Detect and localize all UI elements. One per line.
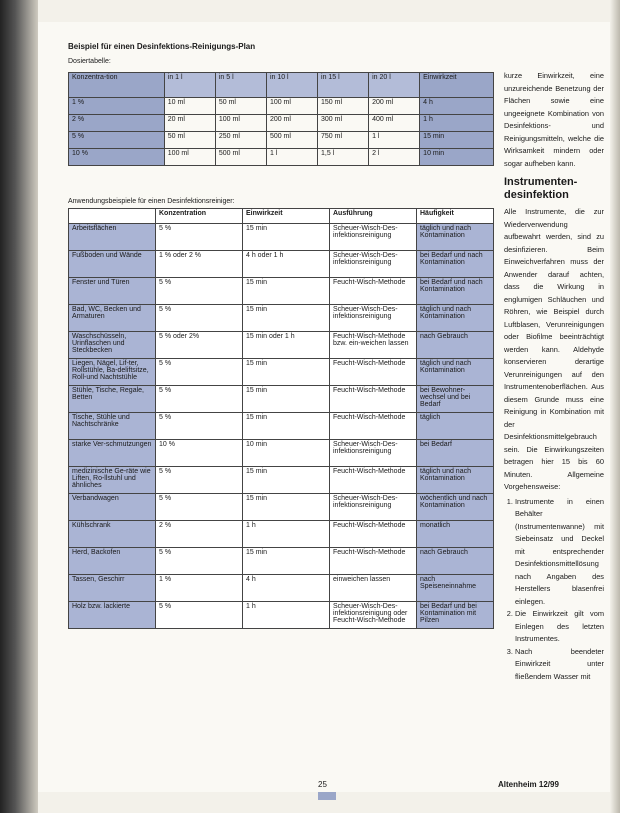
usage-cell: 1 h xyxy=(243,521,330,548)
usage-cell: Scheuer-Wisch-Des-infektionsreinigung xyxy=(330,440,417,467)
step-item: 3. Nach beendeter Einwirkzeit unter fließendem Wasser mit xyxy=(515,646,604,684)
usage-row xyxy=(69,413,494,440)
dosage-header-cell: Konzentra-tion xyxy=(69,73,165,98)
usage-cell: Bad, WC, Becken und Armaturen xyxy=(69,305,156,332)
usage-row xyxy=(69,386,494,413)
usage-cell: Feucht-Wisch-Methode xyxy=(330,359,417,386)
dosage-header-cell: Einwirkzeit xyxy=(420,73,494,98)
usage-row xyxy=(69,494,494,521)
dosage-header-cell: in 20 l xyxy=(369,73,420,98)
usage-row xyxy=(69,440,494,467)
usage-cell: 15 min xyxy=(243,467,330,494)
dosage-cell: 1 h xyxy=(420,115,494,132)
usage-cell: 5 % xyxy=(156,494,243,521)
usage-cell: Herd, Backofen xyxy=(69,548,156,575)
page-title: Beispiel für einen Desinfektions-Reinigungs-Plan xyxy=(68,42,256,51)
usage-cell: 5 % xyxy=(156,467,243,494)
dosage-cell: 200 ml xyxy=(266,115,317,132)
dosage-cell: 1 l xyxy=(369,132,420,149)
dosage-table xyxy=(68,72,494,166)
page-edge-shadow xyxy=(610,0,620,813)
usage-cell: 5 % xyxy=(156,602,243,629)
usage-cell: Waschschüsseln, Urinflaschen und Steckbecken xyxy=(69,332,156,359)
usage-cell: starke Ver-schmutzungen xyxy=(69,440,156,467)
usage-cell: 5 % xyxy=(156,305,243,332)
dosage-cell: 500 ml xyxy=(215,149,266,166)
dosage-cell: 10 % xyxy=(69,149,165,166)
usage-cell: täglich und nach Kontamination xyxy=(417,359,494,386)
usage-cell: bei Bedarf und nach Kontamination xyxy=(417,278,494,305)
usage-table-body xyxy=(69,224,494,629)
usage-cell: 5 % xyxy=(156,548,243,575)
usage-cell: Scheuer-Wisch-Des-infektionsreinigung xyxy=(330,494,417,521)
usage-cell: 1 % oder 2 % xyxy=(156,251,243,278)
usage-cell: 2 % xyxy=(156,521,243,548)
usage-cell: bei Bedarf und bei Kontamination mit Pilzen xyxy=(417,602,494,629)
page-number: 25 xyxy=(318,780,327,789)
usage-cell: 4 h xyxy=(243,575,330,602)
dosage-header-cell: in 5 l xyxy=(215,73,266,98)
usage-header-cell: Häufigkeit xyxy=(417,209,494,224)
dosage-cell: 2 l xyxy=(369,149,420,166)
usage-cell: bei Bedarf und nach Kontamination xyxy=(417,251,494,278)
usage-cell: Feucht-Wisch-Methode xyxy=(330,548,417,575)
usage-header-cell xyxy=(69,209,156,224)
usage-row xyxy=(69,278,494,305)
dosage-cell: 750 ml xyxy=(318,132,369,149)
usage-cell: bei Bedarf xyxy=(417,440,494,467)
dosage-header-cell: in 10 l xyxy=(266,73,317,98)
right-column xyxy=(504,70,604,683)
usage-cell: nach Gebrauch xyxy=(417,548,494,575)
usage-cell: Feucht-Wisch-Methode xyxy=(330,386,417,413)
dosage-cell: 100 ml xyxy=(215,115,266,132)
step-item: 1. Instrumente in einen Behälter (Instrumentenwanne) mit Siebeinsatz und Deckel mit entsprechender Desinfektionsmittellösung nach Angaben des Herstellers blasenfrei einlegen. xyxy=(515,496,604,609)
usage-row xyxy=(69,602,494,629)
usage-cell: 5 % xyxy=(156,224,243,251)
dosage-cell: 300 ml xyxy=(318,115,369,132)
usage-row xyxy=(69,332,494,359)
usage-cell: Scheuer-Wisch-Des-infektionsreinigung xyxy=(330,305,417,332)
dosage-cell: 10 ml xyxy=(164,98,215,115)
document-page xyxy=(38,22,610,792)
usage-row xyxy=(69,548,494,575)
usage-cell: 15 min xyxy=(243,413,330,440)
usage-cell: 15 min xyxy=(243,359,330,386)
usage-cell: 15 min xyxy=(243,386,330,413)
usage-cell: monatlich xyxy=(417,521,494,548)
usage-row xyxy=(69,467,494,494)
usage-cell: 5 % xyxy=(156,413,243,440)
usage-cell: Fußboden und Wände xyxy=(69,251,156,278)
usage-cell: Kühlschrank xyxy=(69,521,156,548)
usage-cell: wöchentlich und nach Kontamination xyxy=(417,494,494,521)
usage-cell: bei Bewohner-wechsel und bei Bedarf xyxy=(417,386,494,413)
usage-cell: 15 min xyxy=(243,494,330,521)
usage-cell: Feucht-Wisch-Methode xyxy=(330,467,417,494)
usage-caption: Anwendungsbeispiele für einen Desinfektionsreiniger: xyxy=(68,198,235,205)
steps-list xyxy=(504,496,604,684)
usage-cell: Tische, Stühle und Nachtschränke xyxy=(69,413,156,440)
usage-cell: Fenster und Türen xyxy=(69,278,156,305)
usage-cell: Scheuer-Wisch-Des-infektionsreinigung oder Feucht-Wisch-Methode xyxy=(330,602,417,629)
dosage-row xyxy=(69,115,494,132)
usage-cell: Arbeitsflächen xyxy=(69,224,156,251)
section-heading: Instrumenten-desinfektion xyxy=(504,176,578,201)
usage-row xyxy=(69,224,494,251)
usage-cell: 15 min xyxy=(243,278,330,305)
footer-issue: Altenheim 12/99 xyxy=(498,780,559,789)
usage-cell: 5 % xyxy=(156,386,243,413)
usage-cell: 10 % xyxy=(156,440,243,467)
usage-cell: Scheuer-Wisch-Des-infektionsreinigung xyxy=(330,251,417,278)
usage-header-row xyxy=(69,209,494,224)
dosage-row xyxy=(69,98,494,115)
dosage-cell: 150 ml xyxy=(318,98,369,115)
dosage-header-cell: in 1 l xyxy=(164,73,215,98)
usage-cell: Feucht-Wisch-Methode xyxy=(330,278,417,305)
dosage-cell: 15 min xyxy=(420,132,494,149)
dosage-cell: 20 ml xyxy=(164,115,215,132)
usage-cell: nach Gebrauch xyxy=(417,332,494,359)
usage-cell: 5 % oder 2% xyxy=(156,332,243,359)
usage-cell: täglich xyxy=(417,413,494,440)
dosage-cell: 1 l xyxy=(266,149,317,166)
usage-cell: 5 % xyxy=(156,278,243,305)
usage-cell: nach Speiseneinnahme xyxy=(417,575,494,602)
dosage-cell: 100 ml xyxy=(266,98,317,115)
usage-cell: Feucht-Wisch-Methode xyxy=(330,413,417,440)
dosage-cell: 400 ml xyxy=(369,115,420,132)
usage-cell: einweichen lassen xyxy=(330,575,417,602)
usage-header-cell: Konzentration xyxy=(156,209,243,224)
usage-header-cell: Ausführung xyxy=(330,209,417,224)
intro-paragraph: kurze Einwirkzeit, eine unzureichende Benetzung der Flächen sowie eine ungeeignete Kombination von Desinfektions- und Reinigungsmitteln, welche die Wirksamkeit mindern oder sogar aufheben kann. xyxy=(504,71,604,168)
dosage-cell: 500 ml xyxy=(266,132,317,149)
usage-cell: Feucht-Wisch-Methode xyxy=(330,521,417,548)
usage-cell: Stühle, Tische, Regale, Betten xyxy=(69,386,156,413)
dosage-cell: 5 % xyxy=(69,132,165,149)
usage-row xyxy=(69,305,494,332)
usage-table xyxy=(68,208,494,629)
usage-cell: Verbandwagen xyxy=(69,494,156,521)
usage-cell: 1 % xyxy=(156,575,243,602)
page-marker xyxy=(318,792,336,800)
usage-cell: 15 min xyxy=(243,548,330,575)
usage-cell: Holz bzw. lackierte xyxy=(69,602,156,629)
usage-row xyxy=(69,521,494,548)
step-item: 2. Die Einwirkzeit gilt vom Einlegen des letzten Instrumentes. xyxy=(515,608,604,646)
usage-cell: Feucht-Wisch-Methode bzw. ein-weichen lassen xyxy=(330,332,417,359)
usage-cell: Liegen, Nägel, Lif-ter, Rollstühle, Ba-deliftsitze, Roll-und Nachtstühle xyxy=(69,359,156,386)
usage-row xyxy=(69,359,494,386)
dosage-cell: 250 ml xyxy=(215,132,266,149)
dosage-header-cell: in 15 l xyxy=(318,73,369,98)
dosage-cell: 2 % xyxy=(69,115,165,132)
usage-header-cell: Einwirkzeit xyxy=(243,209,330,224)
dosage-cell: 200 ml xyxy=(369,98,420,115)
usage-cell: Scheuer-Wisch-Des-infektionsreinigung xyxy=(330,224,417,251)
usage-cell: 4 h oder 1 h xyxy=(243,251,330,278)
usage-cell: 15 min oder 1 h xyxy=(243,332,330,359)
dosage-cell: 1,5 l xyxy=(318,149,369,166)
usage-row xyxy=(69,251,494,278)
dosage-cell: 50 ml xyxy=(215,98,266,115)
dosage-cell: 100 ml xyxy=(164,149,215,166)
binding-shadow xyxy=(0,0,38,813)
usage-cell: Tassen, Geschirr xyxy=(69,575,156,602)
usage-cell: 10 min xyxy=(243,440,330,467)
dosage-header-row xyxy=(69,73,494,98)
section-paragraph: Alle Instrumente, die zur Wiederverwendung aufbewahrt werden, sind zu desinfizieren. Beim Einweichverfahren muss der Anwender darauf achten, dass die Wirkung in englumigen Schläuchen und Röhren, wie Beispiel durch Luftblasen, Verunreinigungen oder Biofilme beeinträchtigt werden kann. Aldehyde konservieren derartige Verunreinigungen auf den Instrumentenoberflächen. Aus diesem Grunde muss eine Reinigung in Kombination mit der Desinfektionsmittelgebrauch sein. Die Einwirkungszeiten betragen hier 15 bis 60 Minuten. Allgemeine Vorgehensweise: xyxy=(504,207,604,491)
usage-cell: täglich und nach Kontamination xyxy=(417,224,494,251)
usage-cell: täglich und nach Kontamination xyxy=(417,305,494,332)
dosage-row xyxy=(69,132,494,149)
usage-cell: täglich und nach Kontamination xyxy=(417,467,494,494)
usage-row xyxy=(69,575,494,602)
dosage-row xyxy=(69,149,494,166)
usage-cell: 15 min xyxy=(243,305,330,332)
dosage-cell: 4 h xyxy=(420,98,494,115)
dosage-caption: Dosiertabelle: xyxy=(68,58,111,65)
dosage-cell: 10 min xyxy=(420,149,494,166)
usage-cell: medizinische Ge-räte wie Liften, Ro-llstuhl und ähnliches xyxy=(69,467,156,494)
usage-cell: 15 min xyxy=(243,224,330,251)
dosage-cell: 1 % xyxy=(69,98,165,115)
usage-cell: 1 h xyxy=(243,602,330,629)
usage-cell: 5 % xyxy=(156,359,243,386)
dosage-cell: 50 ml xyxy=(164,132,215,149)
